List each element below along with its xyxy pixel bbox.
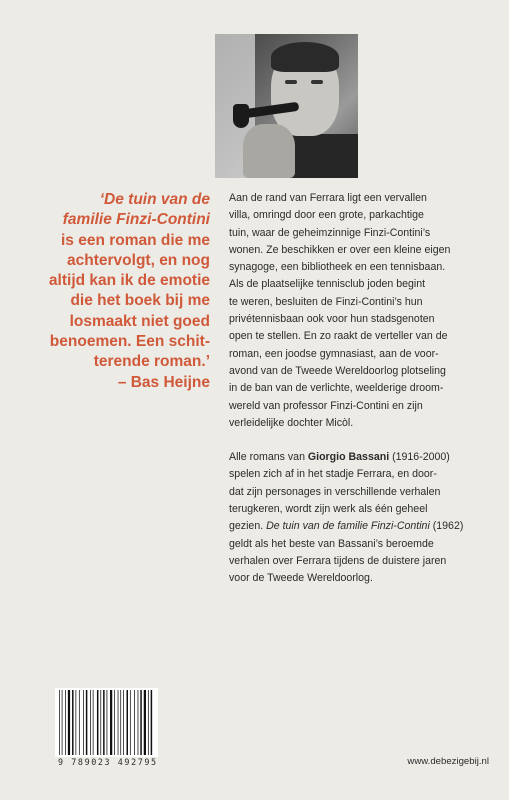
quote-line: terende roman.’ <box>93 353 210 371</box>
barcode-bar <box>110 690 112 755</box>
synopsis-line: synagoge, een bibliotheek en een tennisbaan. <box>229 261 446 274</box>
author-photo <box>215 34 358 178</box>
synopsis-line: privétennisbaan ook voor hun stadsgenoten <box>229 313 435 326</box>
synopsis-paragraph <box>229 190 497 432</box>
barcode-bar <box>151 690 153 755</box>
barcode-bar <box>114 690 115 755</box>
barcode-bar <box>65 690 66 755</box>
quote-line: losmaakt niet goed <box>69 312 210 330</box>
author-text-line: spelen zich af in het stadje Ferrara, en door- <box>229 468 437 481</box>
synopsis-line: verleidelijke dochter Micòl. <box>229 416 354 429</box>
quote-line: – Bas Heijne <box>117 373 210 391</box>
barcode-bar <box>97 690 99 755</box>
barcode-bar <box>76 690 77 755</box>
quote-line: die het boek bij me <box>70 292 210 310</box>
quote-line: benoemen. Een schit- <box>49 333 210 351</box>
author-text-line: dat zijn personages in verschillende verhalen <box>229 485 441 498</box>
synopsis-line: te weren, besluiten de Finzi-Contini’s hun <box>229 295 423 308</box>
barcode-bar <box>59 690 60 755</box>
barcode-bar <box>138 690 139 755</box>
barcode-bar <box>62 690 63 755</box>
barcode-bar <box>118 690 119 755</box>
back-cover-text <box>229 190 497 588</box>
synopsis-line: wereld van professor Finzi-Contini en zijn <box>229 399 423 412</box>
barcode-bar <box>68 690 70 755</box>
barcode-bar <box>144 690 146 755</box>
barcode-bar <box>123 690 124 755</box>
barcode <box>55 688 158 757</box>
author-text-line: terugkeren, wordt zijn werk als één geheel <box>229 503 428 516</box>
synopsis-line: avond van de Tweede Wereldoorlog plotseling <box>229 364 446 377</box>
author-text-line: voor de Tweede Wereldoorlog. <box>229 572 373 585</box>
barcode-bar <box>134 690 135 755</box>
author-years: (1916-2000) <box>389 451 450 464</box>
author-text-line: geldt als het beste van Bassani’s beroemde <box>229 537 434 550</box>
synopsis-line: roman, een joodse gymnasiast, aan de voor- <box>229 347 439 360</box>
synopsis-line: villa, omringd door een grote, parkachtige <box>229 209 424 222</box>
isbn-number: 9 789023 492795 <box>58 757 158 767</box>
barcode-bar <box>130 690 131 755</box>
synopsis-line: tuin, waar de geheimzinnige Finzi-Contini’s <box>229 226 431 239</box>
synopsis-line: Aan de rand van Ferrara ligt een vervallen <box>229 192 427 204</box>
barcode-bar <box>127 690 129 755</box>
barcode-bar <box>93 690 94 755</box>
barcode-bar <box>120 690 121 755</box>
review-quote <box>20 190 210 393</box>
quote-line: altijd kan ik de emotie <box>48 272 210 290</box>
quote-line: is een roman die me <box>60 231 210 249</box>
author-text: gezien. <box>229 520 267 533</box>
book-year: (1962) <box>429 520 464 533</box>
barcode-bar <box>86 690 88 755</box>
author-name: Giorgio Bassani <box>307 451 390 464</box>
quote-line: ‘De tuin van de <box>99 191 210 208</box>
synopsis-line: open te stellen. En zo raakt de verteller van de <box>229 330 448 343</box>
barcode-bar <box>72 690 74 755</box>
author-text-line: verhalen over Ferrara tijdens de duistere jaren <box>229 554 447 567</box>
barcode-bar <box>140 690 142 755</box>
synopsis-line: in de ban van de verlichte, weelderige droom- <box>229 382 444 395</box>
author-paragraph <box>229 449 497 587</box>
barcode-bar <box>79 690 80 755</box>
author-text: Alle romans van <box>229 451 308 464</box>
synopsis-line: Als de plaatselijke tennisclub joden begint <box>229 278 426 291</box>
quote-line: familie Finzi-Contini <box>62 211 210 229</box>
quote-line: achtervolgt, en nog <box>67 251 210 269</box>
barcode-bar <box>148 690 149 755</box>
barcode-bar <box>100 690 101 755</box>
synopsis-line: wonen. Ze beschikken er over een kleine eigen <box>229 243 451 256</box>
publisher-website[interactable]: www.debezigebij.nl <box>407 756 489 767</box>
barcode-bar <box>107 690 108 755</box>
book-title: De tuin van de familie Finzi-Contini <box>266 520 430 533</box>
barcode-bar <box>83 690 84 755</box>
barcode-bar <box>90 690 91 755</box>
barcode-bar <box>103 690 105 755</box>
